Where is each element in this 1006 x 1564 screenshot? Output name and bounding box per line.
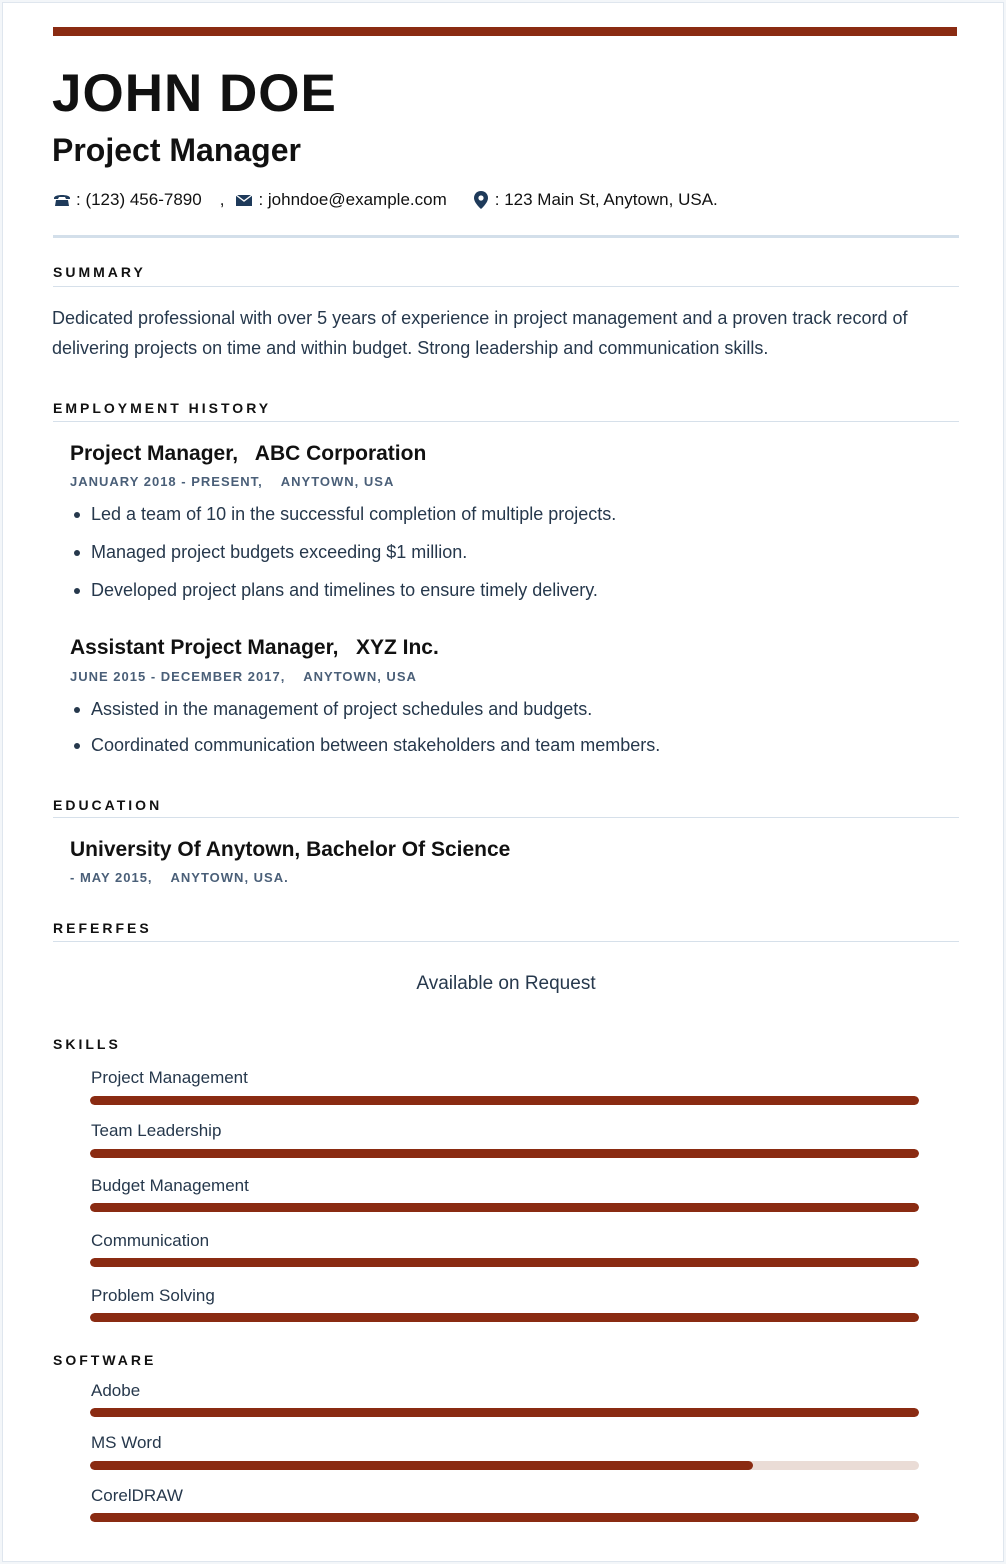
map-marker-icon <box>471 190 491 210</box>
contact-line <box>52 189 718 211</box>
job-heading <box>70 443 426 464</box>
education-date: - MAY 2015, <box>70 870 153 885</box>
software-bar <box>90 1461 919 1470</box>
skill-bar <box>90 1203 919 1212</box>
envelope-icon <box>234 190 254 210</box>
candidate-name: JOHN DOE <box>52 64 337 123</box>
software-bar <box>90 1408 919 1417</box>
employment-heading: EMPLOYMENT HISTORY <box>53 400 272 416</box>
summary-text: Dedicated professional with over 5 years of experience in project management and a proven track record of delivering projects on time and within budget. Strong leadership and communication skills. <box>52 308 908 358</box>
software-label: MS Word <box>91 1433 162 1452</box>
list-item: Coordinated communication between stakeholders and team members. <box>73 735 660 755</box>
job-meta <box>70 670 417 683</box>
list-item: Managed project budgets exceeding $1 million. <box>73 542 616 562</box>
skill-label: Budget Management <box>91 1176 249 1195</box>
job-location: ANYTOWN, USA <box>280 474 395 489</box>
skill-bar <box>90 1313 919 1322</box>
employment-divider <box>53 421 959 422</box>
street-address: : 123 Main St, Anytown, USA. <box>494 190 718 209</box>
header-divider <box>53 235 959 238</box>
accent-bar <box>53 27 957 36</box>
software-bar-fill <box>90 1513 919 1522</box>
skill-label: Team Leadership <box>91 1121 222 1140</box>
job-role: Project Manager, <box>70 442 239 465</box>
job-company: ABC Corporation <box>254 442 427 465</box>
skill-label: Communication <box>91 1231 210 1250</box>
software-heading: SOFTWARE <box>53 1352 157 1368</box>
software-bar-fill <box>90 1461 753 1470</box>
job-company: XYZ Inc. <box>355 636 439 659</box>
skill-bar <box>90 1149 919 1158</box>
software-bar <box>90 1513 919 1522</box>
skill-bar-fill <box>90 1203 919 1212</box>
referees-divider <box>53 941 959 942</box>
software-label: CorelDRAW <box>91 1486 183 1505</box>
skill-bar <box>90 1096 919 1105</box>
education-location: ANYTOWN, USA. <box>170 870 289 885</box>
contact-separator: , <box>219 190 225 209</box>
job-heading <box>70 637 439 658</box>
job-dates: JANUARY 2018 - PRESENT, <box>70 474 263 489</box>
resume-page <box>2 2 1004 1562</box>
list-item: Led a team of 10 in the successful completion of multiple projects. <box>73 504 616 524</box>
skills-heading: SKILLS <box>53 1036 121 1052</box>
job-dates: JUNE 2015 - DECEMBER 2017, <box>70 669 286 684</box>
education-heading: EDUCATION <box>53 797 163 813</box>
education-school: University Of Anytown, Bachelor Of Science <box>70 838 511 861</box>
email-address: : johndoe@example.com <box>258 190 447 209</box>
candidate-title: Project Manager <box>52 132 301 168</box>
skill-bar-fill <box>90 1096 919 1105</box>
list-item: Assisted in the management of project schedules and budgets. <box>73 699 660 719</box>
software-bar-fill <box>90 1408 919 1417</box>
job-role: Assistant Project Manager, <box>70 636 339 659</box>
phone-icon <box>52 190 72 210</box>
education-meta <box>70 871 289 884</box>
skill-label: Project Management <box>91 1068 248 1087</box>
skill-bar <box>90 1258 919 1267</box>
skill-bar-fill <box>90 1258 919 1267</box>
job-bullets <box>73 504 616 600</box>
software-label: Adobe <box>91 1381 141 1400</box>
job-location: ANYTOWN, USA <box>303 669 417 684</box>
list-item: Developed project plans and timelines to ensure timely delivery. <box>73 580 616 600</box>
summary-heading: SUMMARY <box>53 264 146 280</box>
job-bullets <box>73 699 660 755</box>
skill-bar-fill <box>90 1149 919 1158</box>
job-meta <box>70 475 394 488</box>
summary-divider <box>53 286 959 287</box>
education-divider <box>53 817 959 818</box>
skill-bar-fill <box>90 1313 919 1322</box>
phone-number: : (123) 456-7890 <box>76 190 202 209</box>
referees-heading: REFERFES <box>53 920 152 936</box>
referees-text: Available on Request <box>416 973 596 994</box>
skill-label: Problem Solving <box>91 1286 215 1305</box>
